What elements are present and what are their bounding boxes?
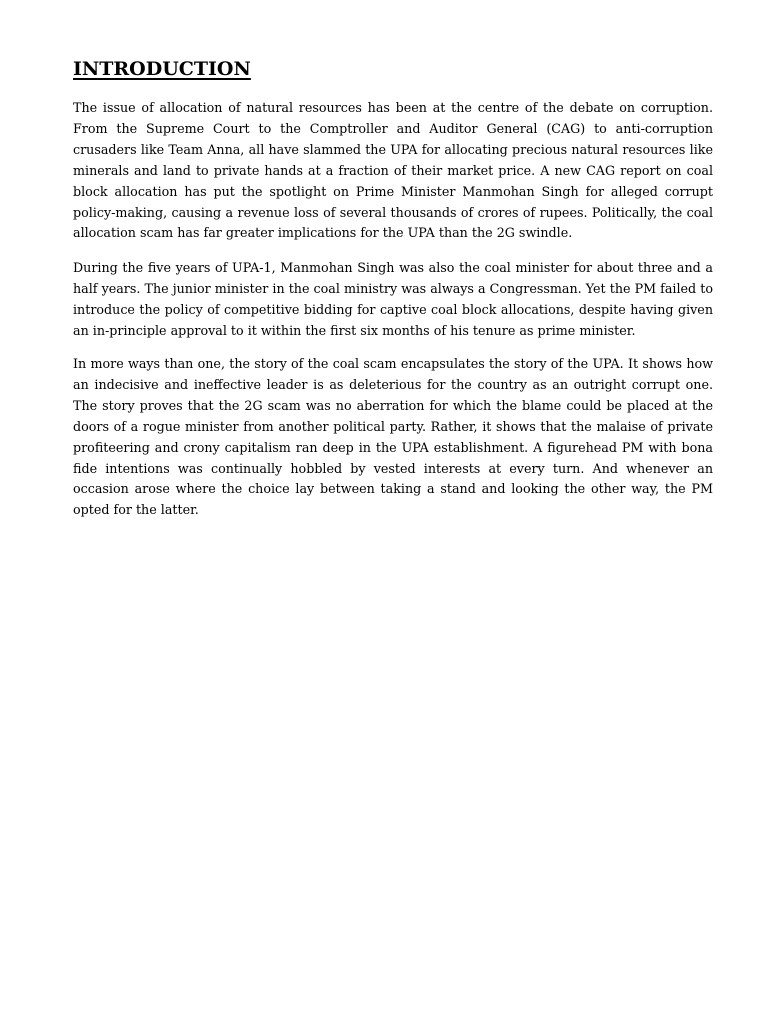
paragraph-1: The issue of allocation of natural resources has been at the centre of the debate on corruption. From the Supreme Court to the Comptroller and Auditor General (CAG) to anti-corruption crusaders like Team Anna, all have slammed the UPA for allocating precious natural resources like minerals and land to private hands at a fraction of their market price. A new CAG report on coal block allocation has put the spotlight on Prime Minister Manmohan Singh for alleged corrupt policy-making, causing a revenue loss of several thousands of crores of rupees. Politically, the coal allocation scam has far greater implications for the UPA than the 2G swindle. bbox=[73, 100, 713, 241]
paragraph-3: In more ways than one, the story of the coal scam encapsulates the story of the UPA. It shows how an indecisive and ineffective leader is as deleterious for the country as an outright corrupt one. The story proves that the 2G scam was no aberration for which the blame could be placed at the doors of a rogue minister from another political party. Rather, it shows that the malaise of private profiteering and crony capitalism ran deep in the UPA establishment. A figurehead PM with bona fide intentions was continually hobbled by vested interests at every turn. And whenever an occasion arose where the choice lay between taking a stand and looking the other way, the PM opted for the latter. bbox=[73, 356, 713, 518]
page-title: INTRODUCTION bbox=[73, 58, 251, 80]
paragraph-2: During the five years of UPA-1, Manmohan Singh was also the coal minister for about three and a half years. The junior minister in the coal ministry was always a Congressman. Yet the PM failed to introduce the policy of competitive bidding for captive coal block allocations, despite having given an in-principle approval to it within the first six months of his tenure as prime minister. bbox=[73, 260, 713, 338]
